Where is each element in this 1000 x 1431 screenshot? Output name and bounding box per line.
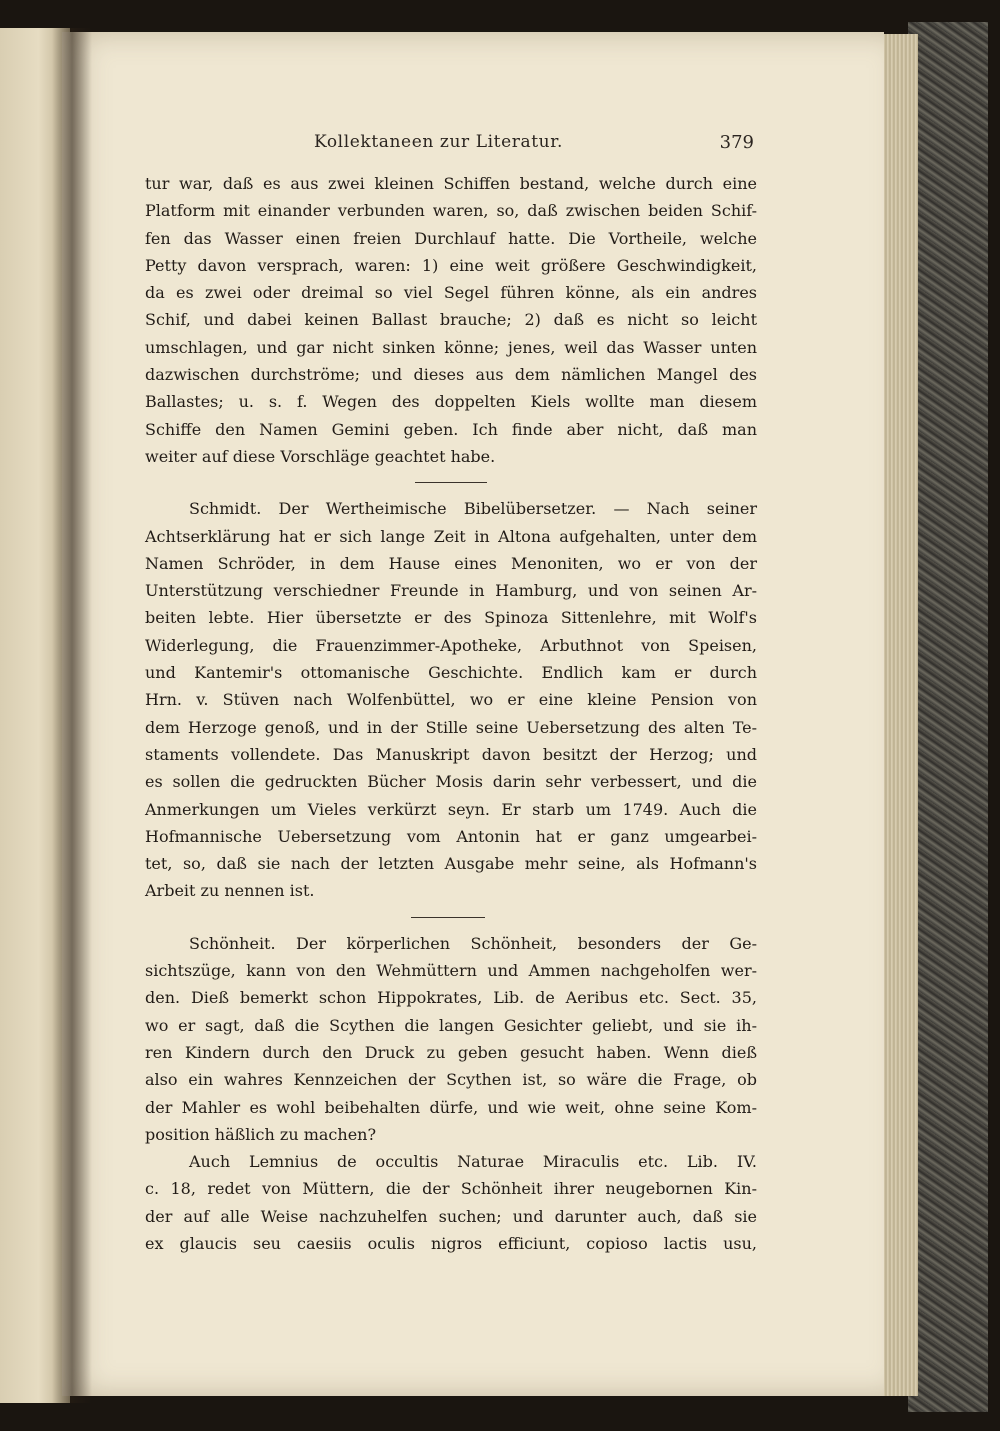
text-line: dem Herzoge genoß, und in der Stille seine Uebersetzung des alten Te-	[145, 717, 757, 737]
text-line: der auf alle Weise nachzuhelfen suchen; und darunter auch, daß sie	[145, 1206, 757, 1226]
text-line: wo er sagt, daß die Scythen die langen Gesichter geliebt, und sie ih-	[145, 1015, 757, 1035]
text-line: Ballastes; u. s. f. Wegen des doppelten Kiels wollte man diesem	[145, 392, 757, 412]
text-line: Arbeit zu nennen ist.	[145, 881, 315, 901]
text-line: Hofmannische Uebersetzung vom Antonin hat er ganz umgearbei-	[145, 826, 757, 846]
page-number: 379	[719, 132, 754, 153]
text-line: tet, so, daß sie nach der letzten Ausgabe mehr seine, als Hofmann's	[145, 854, 757, 874]
text-line: Widerlegung, die Frauenzimmer-Apotheke, Arbuthnot von Speisen,	[145, 635, 757, 655]
text-line: es sollen die gedruckten Bücher Mosis darin sehr verbessert, und die	[145, 772, 757, 792]
page-header	[314, 132, 754, 158]
text-line: Unterstützung verschiedner Freunde in Hamburg, und von seinen Ar-	[145, 581, 757, 601]
text-line: da es zwei oder dreimal so viel Segel führen könne, als ein andres	[145, 283, 757, 303]
text-line: den. Dieß bemerkt schon Hippokrates, Lib. de Aeribus etc. Sect. 35,	[145, 988, 757, 1008]
text-line: also ein wahres Kennzeichen der Scythen ist, so wäre die Frage, ob	[145, 1070, 757, 1090]
text-line: Schönheit. Der körperlichen Schönheit, besonders der Ge-	[189, 933, 757, 953]
section-divider	[415, 482, 487, 483]
text-line: c. 18, redet von Müttern, die der Schönheit ihrer neugebornen Kin-	[145, 1179, 757, 1199]
text-line: beiten lebte. Hier übersetzte er des Spinoza Sittenlehre, mit Wolf's	[145, 608, 757, 628]
text-line: ex glaucis seu caesiis oculis nigros efficiunt, copioso lactis usu,	[145, 1233, 757, 1253]
text-line: dazwischen durchströme; und dieses aus dem nämlichen Mangel des	[145, 365, 757, 385]
text-line: Namen Schröder, in dem Hause eines Menoniten, wo er von der	[145, 553, 757, 573]
spine-shadow	[52, 28, 92, 1403]
paragraph-lemnius	[145, 1148, 757, 1257]
section-divider	[411, 917, 485, 918]
paragraph-schoenheit	[145, 930, 757, 1148]
text-line: und Kantemir's ottomanische Geschichte. Endlich kam er durch	[145, 663, 757, 683]
book-cover-right	[908, 22, 988, 1412]
text-line: weiter auf diese Vorschläge geachtet habe.	[145, 446, 496, 466]
text-line: fen das Wasser einen freien Durchlauf hatte. Die Vortheile, welche	[145, 228, 757, 248]
text-line: ren Kindern durch den Druck zu geben gesucht haben. Wenn dieß	[145, 1042, 757, 1062]
text-line: der Mahler es wohl beibehalten dürfe, und wie weit, ohne seine Kom-	[145, 1097, 757, 1117]
text-line: Schiffe den Namen Gemini geben. Ich finde aber nicht, daß man	[145, 419, 757, 439]
text-line: Achtserklärung hat er sich lange Zeit in Altona aufgehalten, unter dem	[145, 526, 757, 546]
text-line: Auch Lemnius de occultis Naturae Miraculis etc. Lib. IV.	[189, 1152, 757, 1172]
text-line: position häßlich zu machen?	[145, 1124, 377, 1144]
text-line: sichtszüge, kann von den Wehmüttern und Ammen nachgeholfen wer-	[145, 961, 757, 981]
text-line: staments vollendete. Das Manuskript davon besitzt der Herzog; und	[145, 744, 757, 764]
text-line: Platform mit einander verbunden waren, so, daß zwischen beiden Schif-	[145, 201, 757, 221]
paragraph-ships	[145, 170, 757, 470]
text-line: Schmidt. Der Wertheimische Bibelübersetzer. — Nach seiner	[189, 499, 757, 519]
text-line: umschlagen, und gar nicht sinken könne; jenes, weil das Wasser unten	[145, 337, 757, 357]
paragraph-schmidt	[145, 495, 757, 904]
page-body	[145, 170, 757, 1257]
running-head: Kollektaneen zur Literatur.	[314, 132, 564, 152]
text-line: Petty davon versprach, waren: 1) eine weit größere Geschwindigkeit,	[145, 255, 757, 275]
text-line: Anmerkungen um Vieles verkürzt seyn. Er starb um 1749. Auch die	[145, 799, 757, 819]
text-line: Schif, und dabei keinen Ballast brauche; 2) daß es nicht so leicht	[145, 310, 757, 330]
text-line: tur war, daß es aus zwei kleinen Schiffen bestand, welche durch eine	[145, 174, 757, 193]
text-line: Hrn. v. Stüven nach Wolfenbüttel, wo er eine kleine Pension von	[145, 690, 757, 710]
